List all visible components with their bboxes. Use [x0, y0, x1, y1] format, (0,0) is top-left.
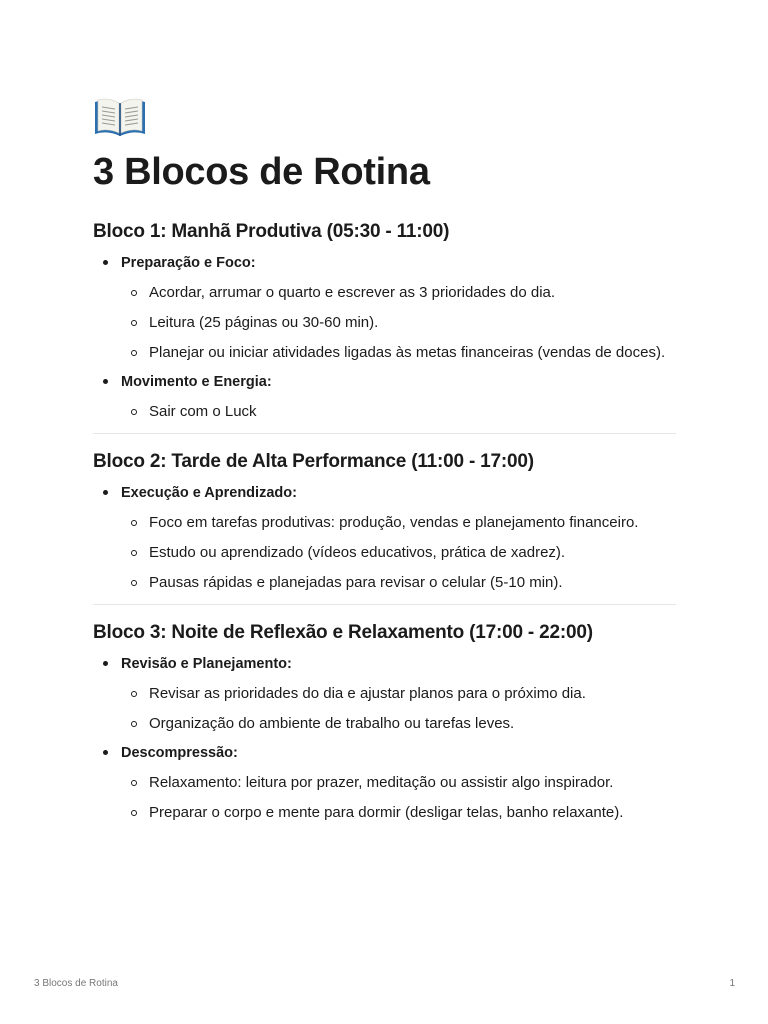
bullet-icon: [103, 379, 108, 384]
section-list: [93, 483, 676, 594]
list-item: [121, 282, 676, 304]
section-label: Revisão e Planejamento:: [121, 656, 292, 672]
item-text: Foco em tarefas produtivas: produção, vendas e planejamento financeiro.: [149, 514, 639, 531]
list-item: [121, 713, 676, 735]
item-text: Acordar, arrumar o quarto e escrever as 3 prioridades do dia.: [149, 284, 556, 301]
hollow-bullet-icon: [131, 550, 137, 556]
hollow-bullet-icon: [131, 290, 137, 296]
footer-page-number: 1: [729, 978, 735, 989]
item-text: Organização do ambiente de trabalho ou tarefas leves.: [149, 715, 515, 732]
sub-list: [121, 512, 676, 594]
list-item: [121, 683, 676, 705]
list-item: [93, 743, 676, 824]
document-page: [93, 96, 676, 832]
hollow-bullet-icon: [131, 320, 137, 326]
block-heading: Bloco 1: Manhã Produtiva (05:30 - 11:00): [93, 221, 450, 242]
sub-list: [121, 282, 676, 364]
hollow-bullet-icon: [131, 780, 137, 786]
item-text: Leitura (25 páginas ou 30-60 min).: [149, 314, 379, 331]
item-text: Relaxamento: leitura por prazer, meditação ou assistir algo inspirador.: [149, 774, 614, 791]
sub-list: [121, 772, 676, 824]
list-item: [121, 802, 676, 824]
item-text: Revisar as prioridades do dia e ajustar planos para o próximo dia.: [149, 685, 586, 702]
section-list: [93, 253, 676, 423]
list-item: [121, 342, 676, 364]
hollow-bullet-icon: [131, 721, 137, 727]
block-3: [93, 621, 676, 824]
page-title: 3 Blocos de Rotina: [93, 151, 430, 193]
section-label: Execução e Aprendizado:: [121, 485, 297, 501]
block-heading: Bloco 3: Noite de Reflexão e Relaxamento (17:00 - 22:00): [93, 622, 593, 643]
item-text: Pausas rápidas e planejadas para revisar o celular (5-10 min).: [149, 574, 563, 591]
list-item: [93, 654, 676, 735]
sub-list: [121, 683, 676, 735]
list-item: [121, 312, 676, 334]
bullet-icon: [103, 260, 108, 265]
block-2: [93, 450, 676, 594]
list-item: [93, 483, 676, 594]
item-text: Planejar ou iniciar atividades ligadas às metas financeiras (vendas de doces).: [149, 344, 666, 361]
block-heading: Bloco 2: Tarde de Alta Performance (11:00 - 17:00): [93, 451, 534, 472]
hollow-bullet-icon: [131, 691, 137, 697]
sub-list: [121, 401, 676, 423]
footer-doc-title: 3 Blocos de Rotina: [34, 978, 118, 989]
divider: [93, 433, 676, 434]
hollow-bullet-icon: [131, 350, 137, 356]
hollow-bullet-icon: [131, 520, 137, 526]
hollow-bullet-icon: [131, 580, 137, 586]
hollow-bullet-icon: [131, 409, 137, 415]
list-item: [93, 372, 676, 423]
list-item: [93, 253, 676, 364]
item-text: Preparar o corpo e mente para dormir (desligar telas, banho relaxante).: [149, 804, 624, 821]
divider: [93, 604, 676, 605]
section-label: Movimento e Energia:: [121, 374, 272, 390]
open-book-icon: [93, 96, 147, 140]
block-1: [93, 220, 676, 423]
section-list: [93, 654, 676, 824]
section-label: Descompressão:: [121, 745, 238, 761]
item-text: Estudo ou aprendizado (vídeos educativos, prática de xadrez).: [149, 544, 566, 561]
hollow-bullet-icon: [131, 810, 137, 816]
item-text: Sair com o Luck: [149, 403, 257, 420]
list-item: [121, 772, 676, 794]
bullet-icon: [103, 490, 108, 495]
section-label: Preparação e Foco:: [121, 255, 256, 271]
list-item: [121, 401, 676, 423]
bullet-icon: [103, 750, 108, 755]
bullet-icon: [103, 661, 108, 666]
list-item: [121, 542, 676, 564]
list-item: [121, 572, 676, 594]
list-item: [121, 512, 676, 534]
